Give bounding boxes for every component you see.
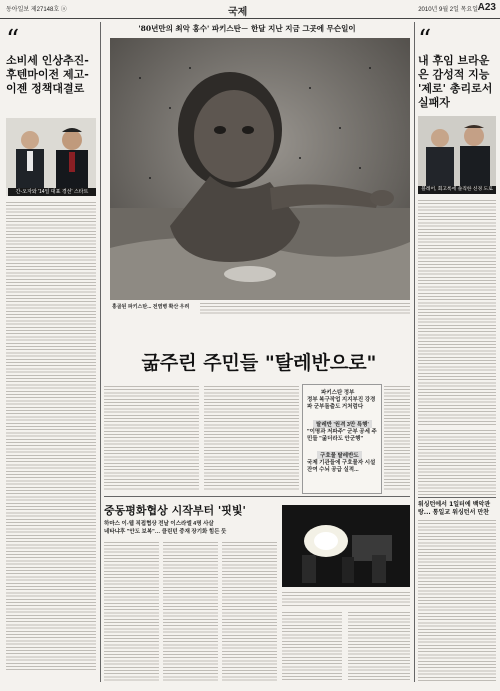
right-article-text-3 (418, 520, 496, 682)
flood-child-image (110, 38, 410, 300)
box-label-2: 탈레반 '원격 3만 특행' (313, 420, 372, 428)
left-photo-caption: 간-오자와 '14일 대표 경선' 스타트 (8, 188, 96, 196)
box-label-3: 구호물 탈레반도 (317, 451, 362, 459)
night-scene-image (282, 505, 410, 587)
center-top-headline: '80년만의 최악 홍수' 파키스탄－ 한달 지난 지금 그곳에 무슨일이 (138, 24, 356, 33)
right-box-headline: 워싱턴에서 1일터에 백악관랑... 통일교 워싱턴서 만찬 (418, 501, 491, 516)
box-label-1: 파키스탄 정부 (321, 390, 355, 396)
center-main-headline: 굶주린 주민들 "탈레반으로" (141, 352, 377, 374)
masthead-left: 동아일보 제27148호 ⓐ (6, 7, 67, 13)
bottom-article-col3 (222, 542, 277, 682)
center-article-col1 (104, 386, 199, 491)
box-text-3: 국제 기관들에 구호물자 시설 잔여 수뇌 공급 실적... (307, 460, 376, 473)
right-headline: 내 후임 브라운은 감성적 지능 '제로' 총리로서 실패자 (418, 54, 493, 109)
right-article-text-1 (418, 200, 496, 425)
quote-mark-left: “ (6, 25, 20, 55)
column-rule (100, 22, 101, 682)
quote-mark-right: “ (418, 25, 432, 55)
right-photo (418, 116, 496, 194)
flood-child-photo (110, 38, 410, 300)
politicians-photo (6, 118, 96, 188)
night-photo-caption (282, 592, 410, 608)
bottom-article-col1 (104, 542, 159, 682)
right-photo-caption: 블레어, 회고록에 솔직한 신경 도로 (418, 186, 496, 194)
left-photo (6, 118, 96, 196)
right-article-text-2 (418, 430, 496, 495)
section-rule (104, 496, 410, 497)
center-article-col2 (204, 386, 299, 491)
bottom-subhead: 하마스 이-웹 직접협상 전날 이스라엘 4명 사살 네타냐후 "안도 보복"… 클린턴 중재 장기화 힘든 듯 (104, 521, 227, 535)
center-caption-text (200, 303, 410, 315)
masthead (0, 0, 500, 19)
center-photo-caption: 홍골된 파키스탄... 전염병 확산 우려 (112, 304, 190, 310)
bottom-article-col2 (163, 542, 218, 682)
bottom-article-col5 (348, 612, 410, 682)
night-scene-photo (282, 505, 410, 587)
bottom-headline: 중동평화협상 시작부터 '핏빛' (104, 504, 246, 517)
left-article-text (6, 202, 96, 672)
page-number: A23 (477, 2, 496, 13)
box-text-1: 정부 복구작업 지지부진 강경파 군부돌출도 거처럼다 (307, 397, 376, 410)
column-rule-right (414, 22, 415, 682)
section-title: 국제 (228, 7, 248, 18)
masthead-date: 2010년 9월 2일 목요일 (418, 7, 478, 13)
left-headline: 소비세 인상추진-후텐마이전 제고-이젠 정책대결로 (6, 54, 89, 95)
sidebar-box (302, 384, 382, 494)
center-article-col3 (384, 386, 410, 491)
bottom-article-col4 (282, 612, 342, 682)
box-text-2: "이명과 저파주" 군부 공세 주민들 "굶더라도 안군행" (307, 429, 377, 442)
blair-brown-photo (418, 116, 496, 186)
right-rule (418, 497, 496, 498)
